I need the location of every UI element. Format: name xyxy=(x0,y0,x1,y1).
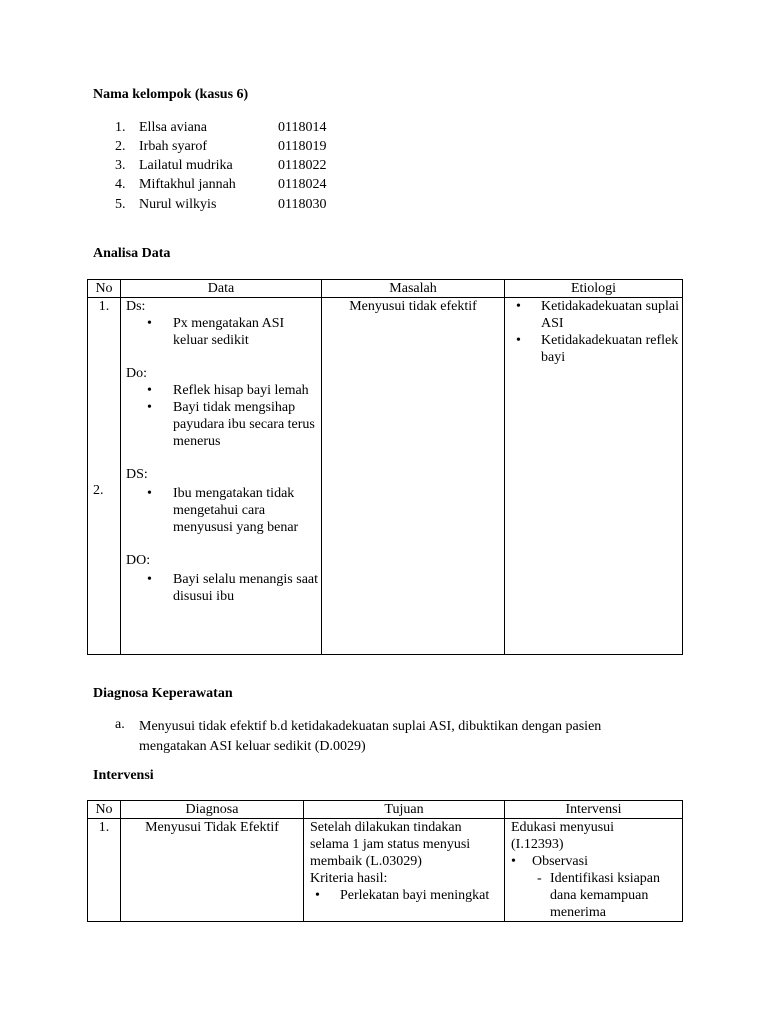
col-diagnosa-header: Diagnosa xyxy=(121,801,304,819)
member-nim: 0118014 xyxy=(278,120,327,135)
dash-icon: - xyxy=(537,871,542,886)
ds-label: Ds: xyxy=(126,299,146,314)
list-item: • Ketidakadekuatan reflek bayi xyxy=(516,333,679,365)
bullet-icon: • xyxy=(315,888,320,903)
row-number: 1. xyxy=(98,299,110,314)
analisa-data-cell xyxy=(121,298,322,655)
list-item: • Reflek hisap bayi lemah xyxy=(147,383,309,398)
kriteria-list xyxy=(304,887,504,904)
analisa-table xyxy=(87,279,683,655)
list-item: • Ibu mengatakan tidak mengetahui cara menyususi yang benar xyxy=(147,486,299,535)
analisa-heading: Analisa Data xyxy=(93,246,171,261)
diagnosa-line: mengatakan ASI keluar sedikit (D.0029) xyxy=(139,739,366,754)
intervensi-header-row xyxy=(88,801,683,819)
intervensi-intervensi-cell xyxy=(505,819,683,922)
list-item: • Ketidakadekuatan suplai ASI xyxy=(516,299,680,331)
list-item: • Bayi selalu menangis saat disusui ibu xyxy=(147,572,319,604)
intervensi-no-cell: 1. xyxy=(88,819,121,922)
member-nim: 0118022 xyxy=(278,158,327,173)
diagnosa-line: Menyusui tidak efektif b.d ketidakadekuatan suplai ASI, dibuktikan dengan pasien xyxy=(139,719,602,734)
member-nim: 0118024 xyxy=(278,177,327,192)
member-item xyxy=(115,156,375,175)
col-masalah-header: Masalah xyxy=(322,280,505,298)
analisa-body-row xyxy=(88,298,683,655)
ds-list xyxy=(121,315,321,349)
bullet-icon: • xyxy=(511,854,516,869)
bullet-icon: • xyxy=(147,486,152,501)
intervensi-body-row xyxy=(88,819,683,922)
member-item xyxy=(115,175,375,194)
analisa-etiologi-cell xyxy=(505,298,683,655)
analisa-no-cell xyxy=(88,298,121,655)
bullet-icon: • xyxy=(147,400,152,415)
bullet-icon: • xyxy=(147,572,152,587)
kriteria-label: Kriteria hasil: xyxy=(310,871,388,886)
member-number: 1. xyxy=(115,120,126,135)
do-list xyxy=(121,571,321,605)
ds-label: DS: xyxy=(126,467,148,482)
member-name: Miftakhul jannah xyxy=(139,177,236,192)
list-item: - Identifikasi ksiapan dana kemampuan menerima xyxy=(537,871,661,920)
member-nim: 0118019 xyxy=(278,139,327,154)
member-name: Nurul wilkyis xyxy=(139,197,217,212)
list-item: • Px mengatakan ASI keluar sedikit xyxy=(147,316,285,348)
col-no-header: No xyxy=(88,280,121,298)
col-data-header: Data xyxy=(121,280,322,298)
member-nim: 0118030 xyxy=(278,197,327,212)
bullet-icon: • xyxy=(147,383,152,398)
do-label: DO: xyxy=(126,553,151,568)
do-label: Do: xyxy=(126,366,147,381)
member-name: Irbah syarof xyxy=(139,139,208,154)
col-intervensi-header: Intervensi xyxy=(505,801,683,819)
member-item xyxy=(115,137,375,156)
observasi-list xyxy=(505,870,682,921)
intervensi-heading: Intervensi xyxy=(93,768,154,783)
intervensi-table xyxy=(87,800,683,922)
member-name: Lailatul mudrika xyxy=(139,158,233,173)
member-number: 2. xyxy=(115,139,126,154)
member-number: 3. xyxy=(115,158,126,173)
analisa-masalah-cell: Menyusui tidak efektif xyxy=(322,298,505,655)
member-number: 5. xyxy=(115,197,126,212)
list-item: • Perlekatan bayi meningkat xyxy=(315,888,490,903)
row-number: 2. xyxy=(93,483,104,498)
col-etiologi-header: Etiologi xyxy=(505,280,683,298)
observasi-item xyxy=(511,853,682,870)
diagnosa-heading: Diagnosa Keperawatan xyxy=(93,686,233,701)
do-list xyxy=(121,382,321,450)
analisa-header-row xyxy=(88,280,683,298)
bullet-icon: • xyxy=(147,316,152,331)
member-number: 4. xyxy=(115,177,126,192)
group-title: Nama kelompok (kasus 6) xyxy=(93,87,249,102)
ds-list xyxy=(121,485,321,536)
member-name: Ellsa aviana xyxy=(139,120,208,135)
member-item xyxy=(115,195,375,214)
intervensi-title: Edukasi menyusui (I.12393) xyxy=(511,820,615,852)
intervensi-tujuan-cell xyxy=(304,819,505,922)
bullet-icon: • xyxy=(516,299,521,314)
col-tujuan-header: Tujuan xyxy=(304,801,505,819)
intervensi-diagnosa-cell: Menyusui Tidak Efektif xyxy=(121,819,304,922)
diagnosa-item-text xyxy=(139,717,699,757)
etiologi-list xyxy=(505,298,682,366)
col-no-header: No xyxy=(88,801,121,819)
list-item: • Bayi tidak mengsihap payudara ibu secara terus menerus xyxy=(147,400,315,449)
observasi-label: Observasi xyxy=(532,854,588,869)
diagnosa-item-label: a. xyxy=(115,717,125,732)
member-item xyxy=(115,118,375,137)
bullet-icon: • xyxy=(516,333,521,348)
tujuan-text: Setelah dilakukan tindakan selama 1 jam status menyusi membaik (L.03029) xyxy=(310,820,471,869)
